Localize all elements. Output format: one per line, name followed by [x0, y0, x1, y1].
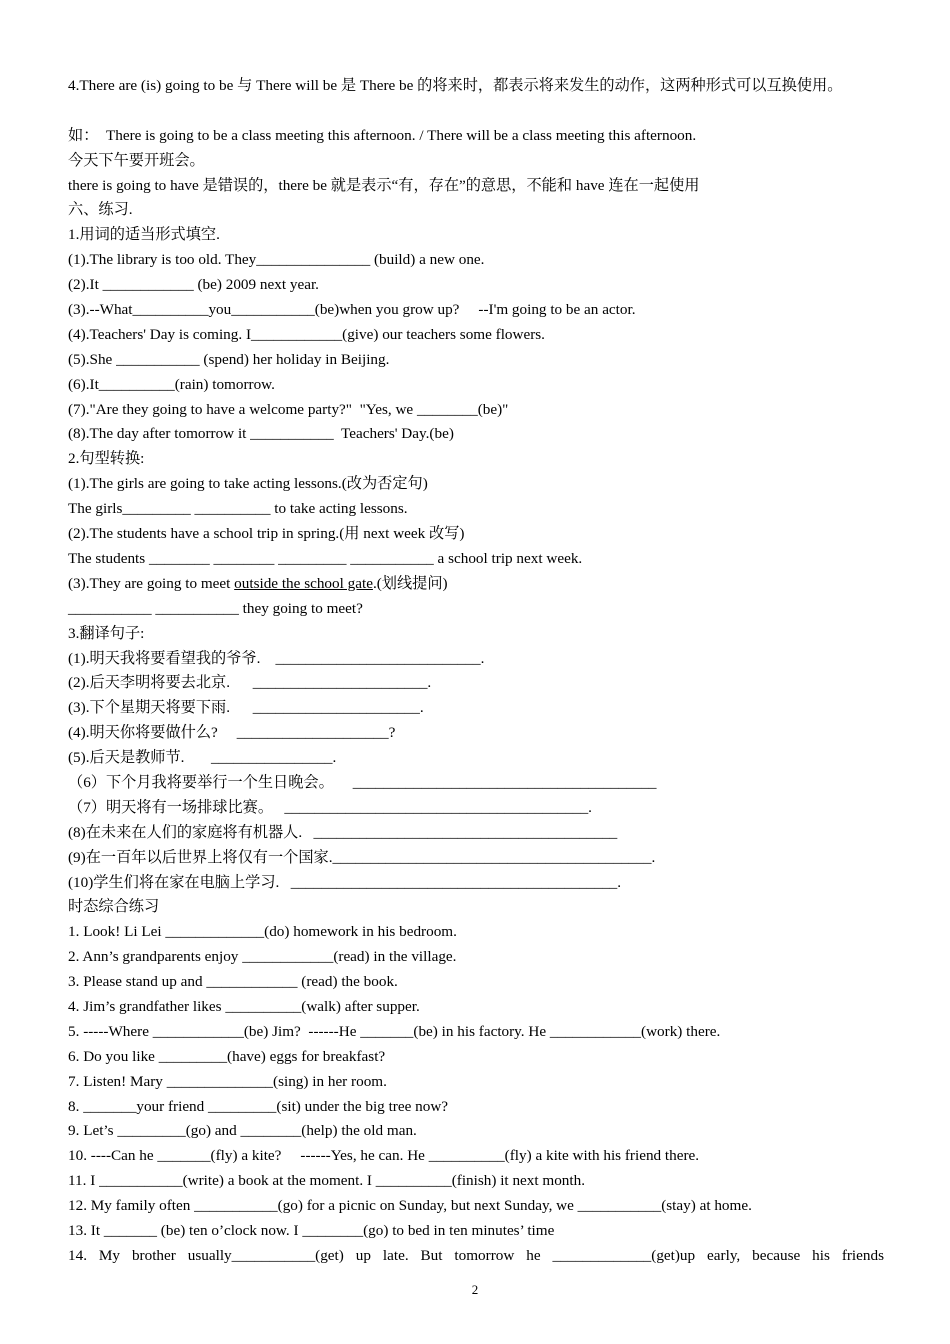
- exercise-1-heading: 1.用词的适当形式填空.: [68, 226, 220, 244]
- exercise-2-item-3-suffix: .(划线提问): [372, 574, 448, 592]
- translation-item-1: (1).明天我将要看望我的爷爷. ___________________________.: [68, 649, 485, 667]
- tense-item-6: 6. Do you like _________(have) eggs for breakfast?: [68, 1047, 386, 1065]
- tense-item-11: 11. I ___________(write) a book at the moment. I __________(finish) it next month.: [68, 1172, 585, 1190]
- underlined-phrase: outside the school gate: [234, 574, 373, 592]
- exercise-2-item-2-answer: The students ________ ________ _________ ___________ a school trip next week.: [68, 549, 583, 567]
- section-heading-exercises: 六、练习.: [68, 201, 133, 219]
- page-number: 2: [471, 1282, 479, 1297]
- exercise-1-item-7: (7)."Are they going to have a welcome party?" "Yes, we ________(be)": [68, 400, 509, 418]
- tense-item-3: 3. Please stand up and ____________ (read) the book.: [68, 973, 398, 991]
- exercise-1-item-6: (6).It__________(rain) tomorrow.: [68, 375, 275, 393]
- translation-item-3: (3).下个星期天将要下雨. ______________________.: [68, 699, 424, 717]
- exercise-2-item-3: [68, 572, 884, 597]
- translation-item-2: (2).后天李明将要去北京. _______________________.: [68, 674, 432, 692]
- tense-item-12: 12. My family often ___________(go) for a picnic on Sunday, but next Sunday, we ___________(stay) at home.: [68, 1197, 752, 1215]
- translation-item-5: (5).后天是教师节. ________________.: [68, 749, 337, 767]
- exercise-1-item-2: (2).It ____________ (be) 2009 next year.: [68, 276, 319, 294]
- exercise-2-item-3-prefix: (3).They are going to meet: [68, 574, 235, 592]
- example-translation: 今天下午要开班会。: [68, 151, 205, 169]
- tense-item-1: 1. Look! Li Lei _____________(do) homework in his bedroom.: [68, 923, 457, 941]
- translation-item-7: （7）明天将有一场排球比赛。 ________________________________________.: [68, 798, 592, 816]
- translation-item-9: (9)在一百年以后世界上将仅有一个国家.__________________________________________.: [68, 848, 656, 866]
- translation-item-10: (10)学生们将在家在电脑上学习. ___________________________________________.: [68, 873, 622, 891]
- exercise-3-heading: 3.翻译句子:: [68, 624, 145, 642]
- tense-item-8: 8. _______your friend _________(sit) under the big tree now?: [68, 1097, 449, 1115]
- exercise-1-item-4: (4).Teachers' Day is coming. I____________(give) our teachers some flowers.: [68, 325, 545, 343]
- example-sentence: 如： There is going to be a class meeting this afternoon. / There will be a class meeting this afternoon.: [68, 126, 697, 144]
- translation-item-4: (4).明天你将要做什么? ____________________?: [68, 724, 396, 742]
- tense-item-13: 13. It _______ (be) ten o’clock now. I ________(go) to bed in ten minutes’ time: [68, 1221, 555, 1239]
- exercise-1-item-5: (5).She ___________ (spend) her holiday in Beijing.: [68, 350, 390, 368]
- translation-item-8: (8)在未来在人们的家庭将有机器人. ________________________________________: [68, 823, 618, 841]
- exercise-2-item-3-answer: ___________ ___________ they going to meet?: [68, 599, 363, 617]
- tense-item-4: 4. Jim’s grandfather likes __________(walk) after supper.: [68, 997, 420, 1015]
- exercise-2-item-1-answer: The girls_________ __________ to take acting lessons.: [68, 500, 408, 518]
- tense-item-9: 9. Let’s _________(go) and ________(help) the old man.: [68, 1122, 417, 1140]
- exercise-1-item-8: (8).The day after tomorrow it ___________ Teachers' Day.(be): [68, 425, 454, 443]
- exercise-1-item-1: (1).The library is too old. They_______________ (build) a new one.: [68, 251, 485, 269]
- tense-practice-heading: 时态综合练习: [68, 898, 160, 916]
- tense-item-5: 5. -----Where ____________(be) Jim? ------He _______(be) in his factory. He ____________(work) there.: [68, 1022, 721, 1040]
- exercise-2-heading: 2.句型转换:: [68, 450, 145, 468]
- exercise-2-item-1: (1).The girls are going to take acting lessons.(改为否定句): [68, 475, 428, 493]
- tense-item-2: 2. Ann’s grandparents enjoy ____________(read) in the village.: [68, 948, 457, 966]
- grammar-note-error: there is going to have 是错误的，there be 就是表示“有，存在”的意思，不能和 have 连在一起使用: [68, 176, 700, 194]
- exercise-1-item-3: (3).--What__________you___________(be)when you grow up? --I'm going to be an actor.: [68, 301, 636, 319]
- translation-item-6: （6）下个月我将要举行一个生日晚会。 ________________________________________: [68, 773, 657, 791]
- grammar-note-4: 4.There are (is) going to be 与 There will be 是 There be 的将来时，都表示将来发生的动作，这两种形式可以互换使用。: [68, 77, 843, 94]
- document-page: [68, 74, 884, 1269]
- tense-item-7: 7. Listen! Mary ______________(sing) in her room.: [68, 1072, 387, 1090]
- exercise-2-item-2: (2).The students have a school trip in spring.(用 next week 改写): [68, 525, 465, 543]
- tense-item-10: 10. ----Can he _______(fly) a kite? ------Yes, he can. He __________(fly) a kite with his friend there.: [68, 1147, 700, 1165]
- tense-item-14: 14. My brother usually___________(get) up late. But tomorrow he _____________(get)up early, because his friends: [68, 1246, 884, 1264]
